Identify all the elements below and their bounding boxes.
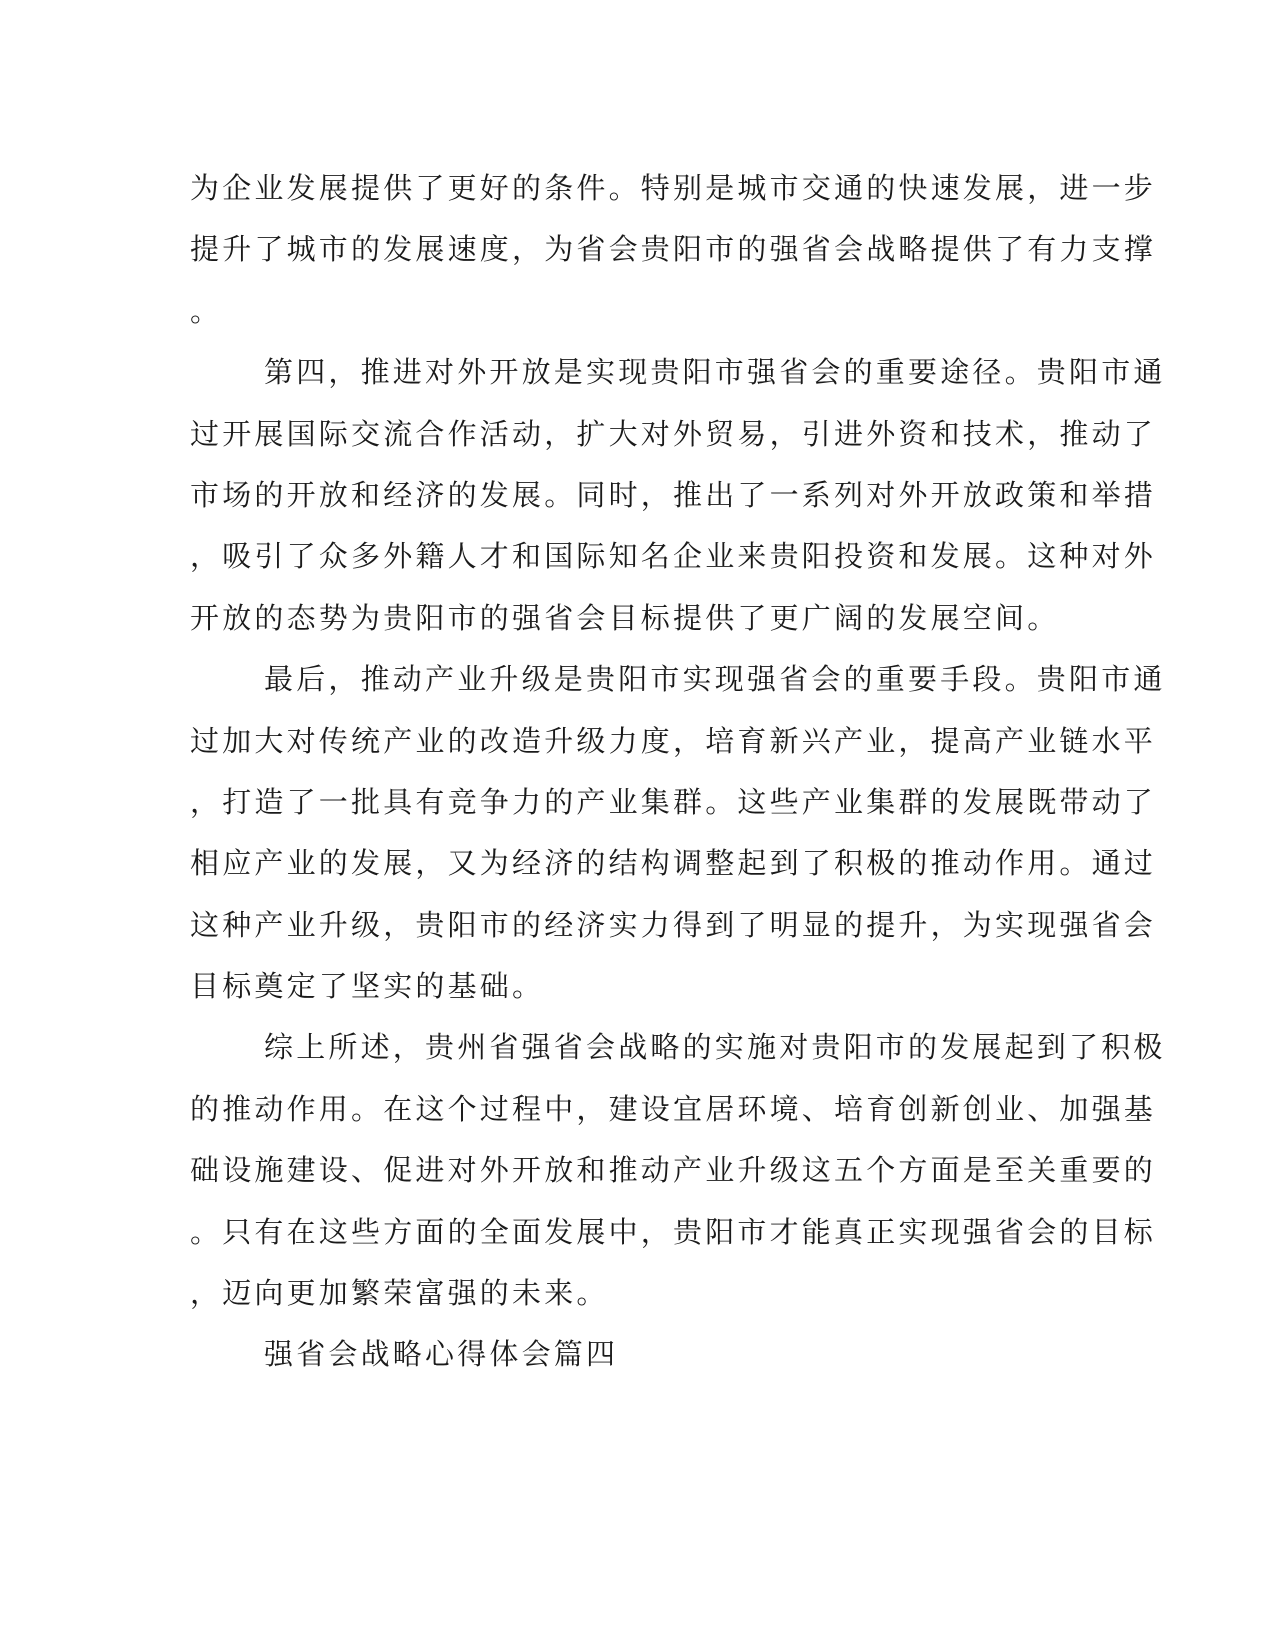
paragraph-start-line-9: 最后，推动产业升级是贵阳市实现强省会的重要手段。贵阳市通 bbox=[264, 662, 1166, 697]
text-line-5: 过开展国际交流合作活动，扩大对外贸易，引进外资和技术，推动了 bbox=[190, 416, 1157, 451]
text-line-13: 这种产业升级，贵阳市的经济实力得到了明显的提升，为实现强省会 bbox=[190, 907, 1157, 942]
text-line-10: 过加大对传统产业的改造升级力度，培育新兴产业，提高产业链水平 bbox=[190, 723, 1157, 758]
text-line-8: 开放的态势为贵阳市的强省会目标提供了更广阔的发展空间。 bbox=[190, 600, 1060, 635]
text-line-2: 提升了城市的发展速度，为省会贵阳市的强省会战略提供了有力支撑 bbox=[190, 232, 1157, 267]
text-line-12: 相应产业的发展，又为经济的结构调整起到了积极的推动作用。通过 bbox=[190, 846, 1157, 881]
text-line-11: ，打造了一批具有竞争力的产业集群。这些产业集群的发展既带动了 bbox=[190, 784, 1157, 819]
text-line-6: 市场的开放和经济的发展。同时，推出了一系列对外开放政策和举措 bbox=[190, 477, 1157, 512]
text-line-3: 。 bbox=[190, 293, 223, 328]
text-line-18: 。只有在这些方面的全面发展中，贵阳市才能真正实现强省会的目标 bbox=[190, 1214, 1157, 1249]
text-line-19: ，迈向更加繁荣富强的未来。 bbox=[190, 1276, 609, 1311]
paragraph-start-line-4: 第四，推进对外开放是实现贵阳市强省会的重要途径。贵阳市通 bbox=[264, 355, 1166, 390]
paragraph-start-line-15: 综上所述，贵州省强省会战略的实施对贵阳市的发展起到了积极 bbox=[264, 1030, 1166, 1065]
text-line-7: ，吸引了众多外籍人才和国际知名企业来贵阳投资和发展。这种对外 bbox=[190, 539, 1157, 574]
text-line-17: 础设施建设、促进对外开放和推动产业升级这五个方面是至关重要的 bbox=[190, 1153, 1157, 1188]
text-line-14: 目标奠定了坚实的基础。 bbox=[190, 969, 545, 1004]
section-heading: 强省会战略心得体会篇四 bbox=[264, 1337, 619, 1372]
text-line-1: 为企业发展提供了更好的条件。特别是城市交通的快速发展，进一步 bbox=[190, 171, 1157, 205]
document-body bbox=[190, 158, 1166, 1386]
text-line-16: 的推动作用。在这个过程中，建设宜居环境、培育创新创业、加强基 bbox=[190, 1091, 1157, 1126]
